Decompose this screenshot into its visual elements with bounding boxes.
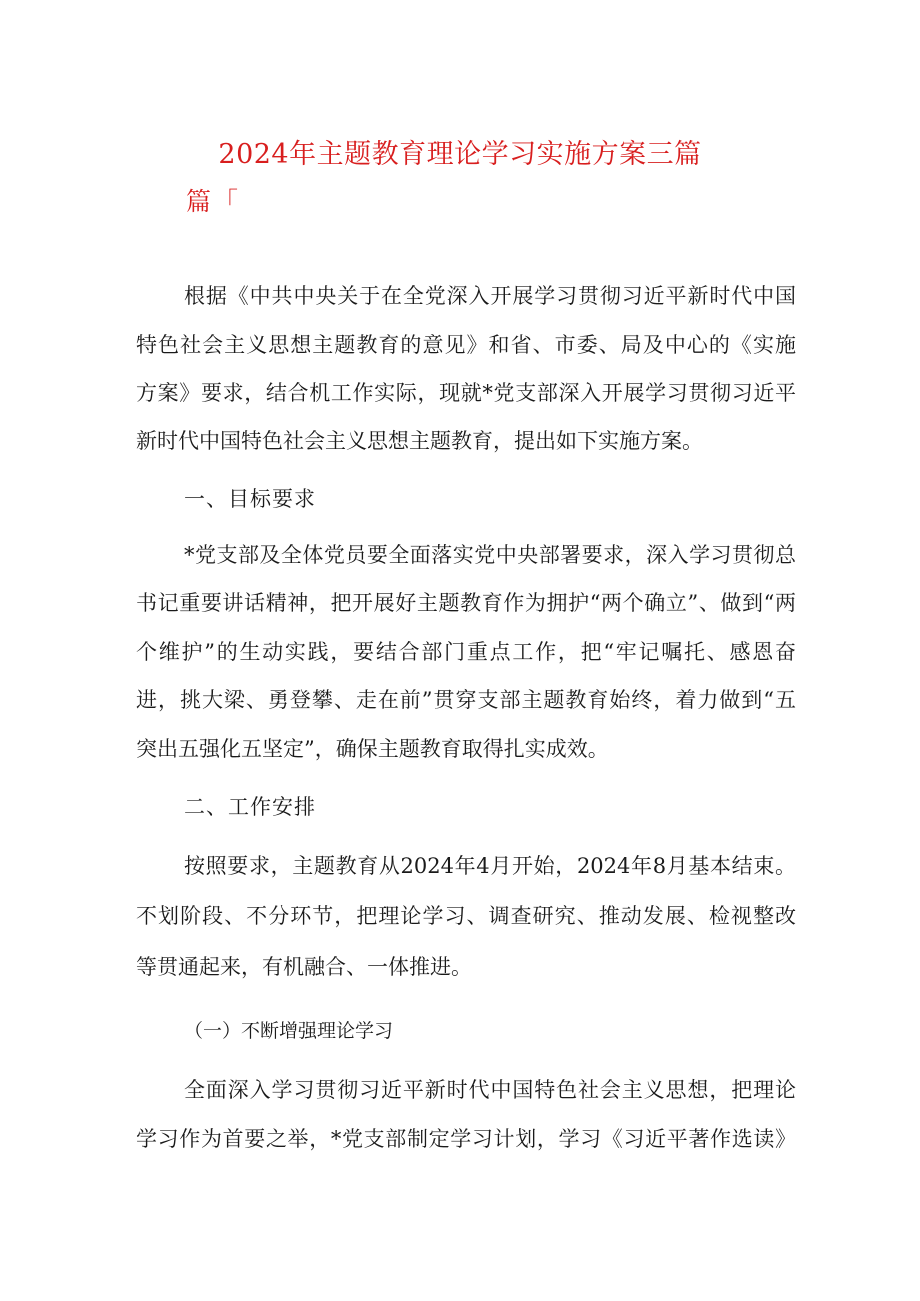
section-heading-goals: 一、目标要求	[184, 487, 316, 511]
section1-line-2: 书记重要讲话精神，把开展好主题教育作为拥护“两个确立”、做到“两	[136, 591, 796, 615]
intro-line-4: 新时代中国特色社会主义思想主题教育，提出如下实施方案。	[136, 429, 703, 453]
section1-line-5: 突出五强化五坚定”，确保主题教育取得扎实成效。	[136, 737, 609, 761]
piece-label: 篇「	[186, 187, 241, 216]
section2-line-1: 按照要求，主题教育从2024年4月开始，2024年8月基本结束。	[184, 854, 796, 878]
section2-line-2: 不划阶段、不分环节，把理论学习、调查研究、推动发展、检视整改	[136, 904, 796, 928]
section2-line-3: 等贯通起来，有机融合、一体推进。	[136, 955, 472, 979]
section1-line-4: 进，挑大梁、勇登攀、走在前”贯穿支部主题教育始终，着力做到“五	[136, 688, 796, 712]
document-title: 2024年主题教育理论学习实施方案三篇	[218, 139, 702, 170]
section-heading-arrangement: 二、工作安排	[184, 795, 316, 819]
intro-line-2: 特色社会主义思想主题教育的意见》和省、市委、局及中心的《实施	[136, 333, 796, 357]
section1-line-3: 个维护”的生动实践，要结合部门重点工作，把“牢记嘱托、感恩奋	[136, 640, 796, 664]
subsection1-line-1: 全面深入学习贯彻习近平新时代中国特色社会主义思想，把理论	[184, 1078, 796, 1102]
subsection1-line-2: 学习作为首要之举，*党支部制定学习计划，学习《习近平著作选读》	[136, 1127, 796, 1151]
intro-line-3: 方案》要求，结合机工作实际，现就*党支部深入开展学习贯彻习近平	[136, 381, 796, 405]
section1-line-1: *党支部及全体党员要全面落实党中央部署要求，深入学习贯彻总	[184, 543, 796, 567]
intro-line-1: 根据《中共中央关于在全党深入开展学习贯彻习近平新时代中国	[184, 284, 796, 308]
subsection-heading-theory: （一）不断增强理论学习	[184, 1020, 394, 1042]
